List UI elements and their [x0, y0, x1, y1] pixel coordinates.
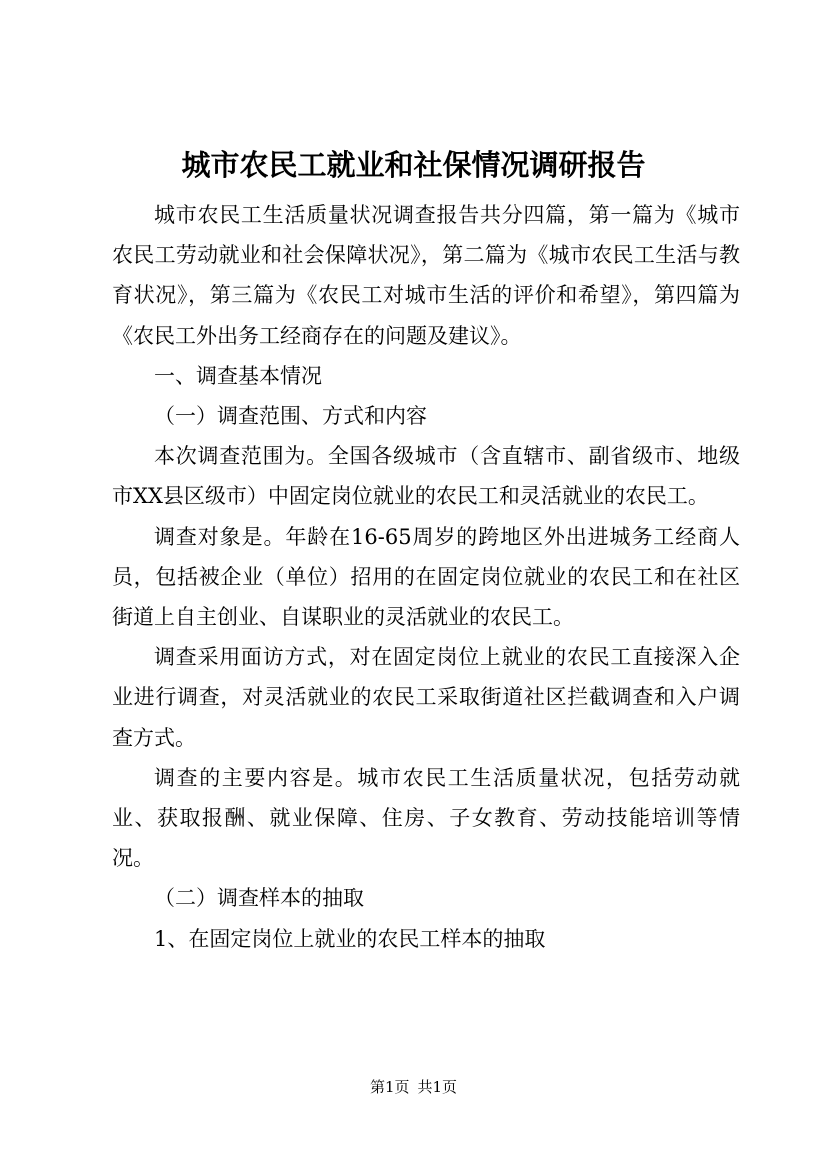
- paragraph-method: 调查采用面访方式，对在固定岗位上就业的农民工直接深入企业进行调查，对灵活就业的农民工采取街道社区拦截调查和入户调查方式。: [112, 645, 740, 750]
- page-number: 第1页: [369, 1078, 410, 1096]
- subsection-heading-2: （二）调查样本的抽取: [154, 886, 364, 911]
- paragraph-subjects: 调查对象是。年龄在16-65周岁的跨地区外出进城务工经商人员，包括被企业（单位）招用的在固定岗位就业的农民工和在社区街道上自主创业、自谋职业的灵活就业的农民工。: [112, 524, 740, 630]
- document-title: 城市农民工就业和社保情况调研报告: [181, 148, 646, 182]
- page-footer: [0, 1077, 827, 1097]
- list-item-heading: 1、在固定岗位上就业的农民工样本的抽取: [154, 926, 546, 951]
- paragraph-intro: 城市农民工生活质量状况调查报告共分四篇，第一篇为《城市农民工劳动就业和社会保障状况》，第二篇为《城市农民工生活与教育状况》，第三篇为《农民工对城市生活的评价和希望》，第四篇为《农民工外出务工经商存在的问题及建议》。: [112, 203, 740, 348]
- paragraph-content: 调查的主要内容是。城市农民工生活质量状况，包括劳动就业、获取报酬、就业保障、住房、子女教育、劳动技能培训等情况。: [112, 765, 740, 871]
- paragraph-scope: 本次调查范围为。全国各级城市（含直辖市、副省级市、地级市XX县区级市）中固定岗位就业的农民工和灵活就业的农民工。: [112, 444, 740, 509]
- page-total: 共1页: [417, 1078, 458, 1096]
- section-heading: 一、调查基本情况: [154, 363, 322, 388]
- document-body: [112, 195, 740, 959]
- subsection-heading: （一）调查范围、方式和内容: [154, 404, 427, 429]
